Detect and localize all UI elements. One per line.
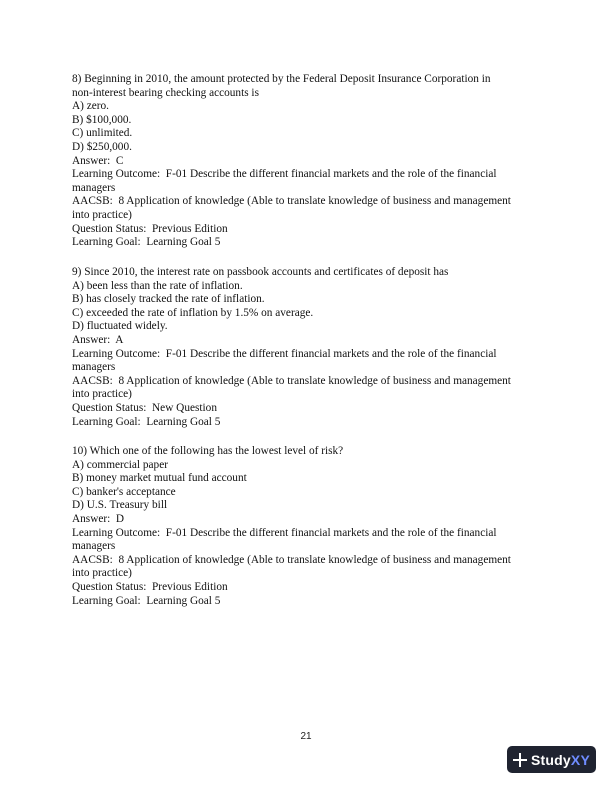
question-line: 9) Since 2010, the interest rate on passbook accounts and certificates of deposit has [72, 266, 449, 278]
question-line: Answer: C [72, 154, 124, 167]
question-line: Answer: A [72, 333, 124, 346]
question-line: Question Status: New Question [72, 401, 217, 414]
question-line: Learning Outcome: F-01 Describe the different financial markets and the role of the financial [72, 526, 497, 539]
question-line: C) unlimited. [72, 127, 133, 140]
question-line: Learning Outcome: F-01 Describe the different financial markets and the role of the financial [72, 168, 497, 181]
question-line: managers [72, 540, 116, 553]
plus-icon [513, 753, 527, 767]
question-9 [72, 266, 552, 429]
question-line: A) zero. [72, 100, 110, 113]
question-line: A) been less than the rate of inflation. [72, 279, 243, 292]
brand-main: Study [531, 751, 571, 768]
question-8 [72, 73, 552, 250]
page-number: 21 [300, 731, 312, 742]
brand-accent: XY [570, 751, 590, 768]
question-line: C) banker's acceptance [72, 485, 176, 498]
question-line: 8) Beginning in 2010, the amount protected by the Federal Deposit Insurance Corporation in [72, 73, 491, 85]
question-line: D) U.S. Treasury bill [72, 499, 168, 512]
question-line: B) money market mutual fund account [72, 472, 247, 485]
question-line: AACSB: 8 Application of knowledge (Able to translate knowledge of business and management [72, 374, 511, 387]
question-line: managers [72, 181, 116, 194]
question-line: into practice) [72, 208, 132, 221]
question-line: C) exceeded the rate of inflation by 1.5% on average. [72, 306, 314, 319]
question-line: B) has closely tracked the rate of inflation. [72, 293, 265, 306]
question-line: managers [72, 361, 116, 374]
question-line: Learning Outcome: F-01 Describe the different financial markets and the role of the financial [72, 347, 497, 360]
question-line: AACSB: 8 Application of knowledge (Able to translate knowledge of business and management [72, 195, 511, 208]
brand-logo-text [531, 752, 590, 768]
question-line: AACSB: 8 Application of knowledge (Able to translate knowledge of business and management [72, 553, 511, 566]
question-line: D) $250,000. [72, 140, 132, 153]
question-line: A) commercial paper [72, 458, 168, 471]
question-line: Question Status: Previous Edition [72, 222, 228, 235]
question-line: Question Status: Previous Edition [72, 580, 228, 593]
question-line: Learning Goal: Learning Goal 5 [72, 594, 221, 607]
question-line: B) $100,000. [72, 113, 132, 126]
studyxy-badge[interactable] [507, 746, 596, 773]
question-line: 10) Which one of the following has the lowest level of risk? [72, 445, 344, 457]
question-line: Learning Goal: Learning Goal 5 [72, 415, 221, 428]
question-line: D) fluctuated widely. [72, 320, 168, 333]
question-line: into practice) [72, 567, 132, 580]
question-line: into practice) [72, 388, 132, 401]
question-10 [72, 445, 552, 608]
question-line: Learning Goal: Learning Goal 5 [72, 236, 221, 249]
question-line: non-interest bearing checking accounts is [72, 86, 259, 99]
question-line: Answer: D [72, 512, 125, 525]
